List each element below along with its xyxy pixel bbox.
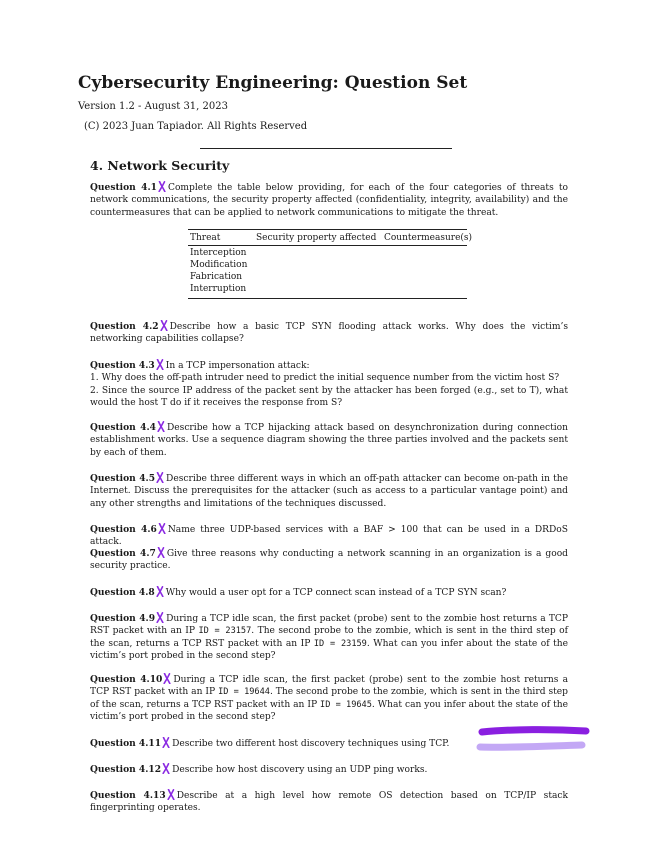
question-label: Question 4.12 <box>90 764 162 775</box>
x-mark-icon <box>158 181 166 192</box>
x-mark-icon <box>163 673 171 684</box>
x-mark-icon <box>156 472 164 483</box>
table-header-countermeasure: Countermeasure(s) <box>384 233 473 243</box>
table-header-threat: Threat <box>190 233 221 243</box>
highlight-scribble <box>472 724 592 756</box>
question-text: Describe at a high level how remote OS detection based on TCP/IP stack fingerprinting operates. <box>90 791 568 814</box>
question-text: Describe how host discovery using an UDP ping works. <box>172 765 428 775</box>
section-heading: 4. Network Security <box>90 158 230 173</box>
question-4-6 <box>90 523 568 549</box>
question-item: 1. Why does the off-path intruder need to predict the initial sequence number from the victim host S? <box>90 373 560 384</box>
question-text: Name three UDP-based services with a BAF > 100 that can be used in a DRDoS attack. <box>90 525 569 548</box>
question-label: Question 4.1 <box>90 182 157 193</box>
question-text: . The second probe to the zombie, which is sent in the third step of the scan, returns a TCP RST packet with an IP <box>90 626 568 649</box>
question-text: Describe how a basic TCP SYN flooding attack works. Why does the victim’s networking capabilities collapse? <box>90 322 568 345</box>
question-4-5 <box>90 472 568 510</box>
question-text: . What can you infer about the state of the victim’s port probed in the second step? <box>90 638 568 662</box>
x-mark-icon <box>160 320 168 331</box>
question-text: Give three reasons why conducting a network scanning in an organization is a good security practice. <box>90 549 569 572</box>
question-label: Question 4.8 <box>90 587 155 598</box>
ip-id-value: ID = 23159 <box>313 638 367 649</box>
question-text: Describe three different ways in which an off-path attacker can become on-path in the Internet. Discuss the prerequisites for the attacker (such as access to a particular vantage point) and any other strengths and limitations of the techniques discussed. <box>90 474 568 509</box>
question-4-8 <box>90 586 568 599</box>
x-mark-icon <box>162 763 170 774</box>
x-mark-icon <box>167 789 175 800</box>
question-4-1 <box>90 181 568 219</box>
question-text: In a TCP impersonation attack: <box>165 361 310 371</box>
question-text: Why would a user opt for a TCP connect scan instead of a TCP SYN scan? <box>165 588 507 598</box>
table-header-property: Security property affected <box>256 233 377 243</box>
ip-id-value: ID = 19645 <box>320 699 372 710</box>
question-label: Question 4.7 <box>90 548 156 559</box>
ip-id-value: ID = 19644 <box>218 687 270 698</box>
question-label: Question 4.13 <box>90 790 166 801</box>
table-row: Fabrication <box>190 272 243 282</box>
title-divider <box>200 148 452 149</box>
question-text: During a TCP idle scan, the first packet (probe) sent to the zombie host returns a TCP RST packet with an IP <box>90 675 568 698</box>
question-text: . The second probe to the zombie, which is sent in the third step of the scan, returns a TCP RST packet with an IP <box>90 687 568 710</box>
question-4-9 <box>90 612 568 663</box>
question-label: Question 4.5 <box>90 473 156 484</box>
x-mark-icon <box>157 421 165 432</box>
table-top-rule <box>188 229 467 230</box>
question-label: Question 4.9 <box>90 613 156 624</box>
ip-id-value: ID = 23157 <box>198 626 252 637</box>
question-4-2 <box>90 320 568 346</box>
version-line: Version 1.2 - August 31, 2023 <box>78 101 228 112</box>
question-4-13 <box>90 789 568 815</box>
question-text: . What can you infer about the state of the victim’s port probed in the second step? <box>90 699 568 723</box>
question-text: During a TCP idle scan, the first packet (probe) sent to the zombie host returns a TCP RST packet with an IP <box>90 614 568 637</box>
question-item: 2. Since the source IP address of the packet sent by the attacker has been forged (e.g., set to T), what would the host T do if it receives the response from S? <box>90 385 568 409</box>
question-4-3 <box>90 359 568 410</box>
question-4-12 <box>90 763 568 776</box>
x-mark-icon <box>162 737 170 748</box>
copyright-line: (C) 2023 Juan Tapiador. All Rights Reserved <box>84 121 308 132</box>
question-label: Question 4.10 <box>90 674 163 685</box>
question-label: Question 4.2 <box>90 321 159 332</box>
question-label: Question 4.6 <box>90 524 157 535</box>
question-4-4 <box>90 421 568 459</box>
table-row: Interruption <box>190 284 247 294</box>
table-row: Modification <box>190 260 248 270</box>
table-row: Interception <box>190 248 247 258</box>
question-text: Complete the table below providing, for each of the four categories of threats to network communications, the security property affected (confidentiality, integrity, availability) and the countermeasures that can be applied to network communications to mitigate the threat. <box>90 183 569 218</box>
question-4-10 <box>90 673 568 724</box>
x-mark-icon <box>157 547 165 558</box>
question-label: Question 4.11 <box>90 738 162 749</box>
x-mark-icon <box>156 586 164 597</box>
question-label: Question 4.4 <box>90 422 156 433</box>
x-mark-icon <box>158 523 166 534</box>
question-text: Describe how a TCP hijacking attack based on desynchronization during connection establishment works. Use a sequence diagram showing the three parties involved and the packets sent by each of them. <box>90 423 568 458</box>
question-4-7 <box>90 547 568 573</box>
question-label: Question 4.3 <box>90 360 155 371</box>
question-text: Describe two different host discovery techniques using TCP. <box>172 739 450 749</box>
x-mark-icon <box>156 612 164 623</box>
x-mark-icon <box>156 359 164 370</box>
table-bottom-rule <box>188 298 467 299</box>
document-title: Cybersecurity Engineering: Question Set <box>78 73 468 93</box>
table-header-rule <box>188 245 467 246</box>
